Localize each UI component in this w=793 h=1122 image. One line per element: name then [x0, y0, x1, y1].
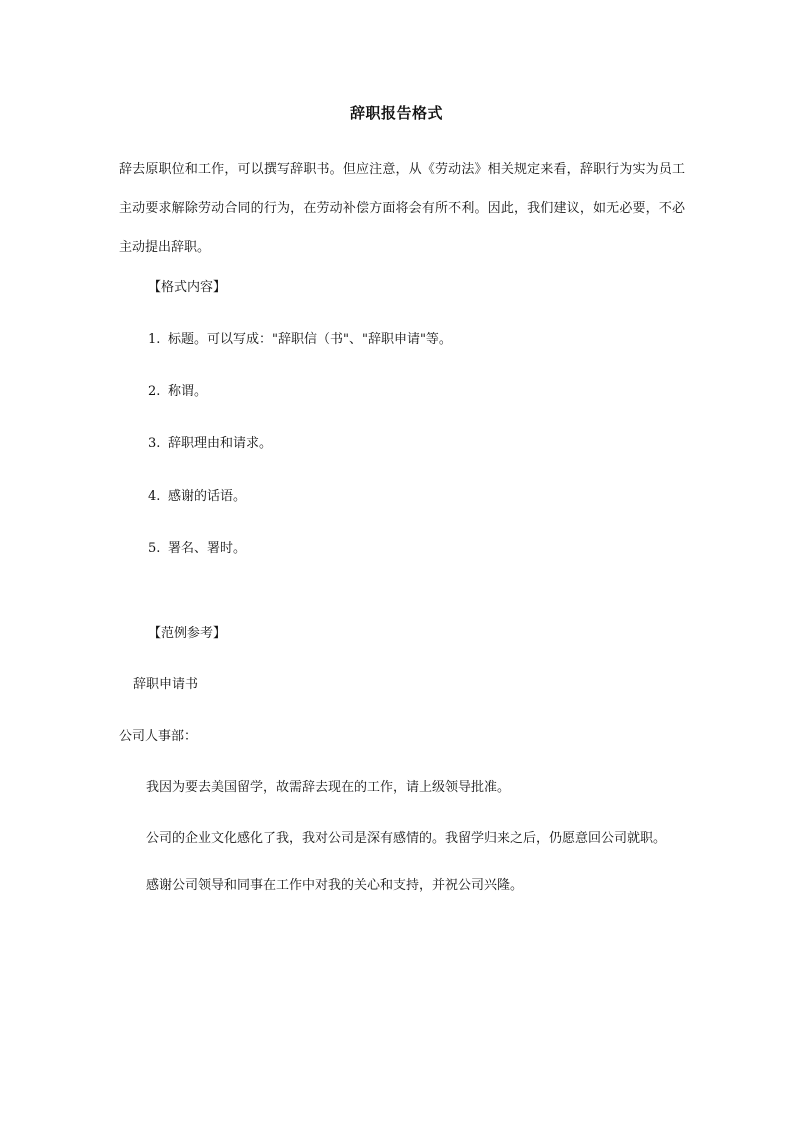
letter-title: 辞职申请书 — [133, 677, 199, 692]
list-item — [148, 328, 452, 347]
letter-paragraph: 公司的企业文化感化了我，我对公司是深有感情的。我留学归来之后，仍愿意回公司就职。 — [146, 831, 667, 846]
list-item-text: 署名、署时。 — [168, 541, 247, 556]
letter-paragraph: 感谢公司领导和同事在工作中对我的关心和支持，并祝公司兴隆。 — [146, 878, 524, 893]
list-item-text: 称谓。 — [168, 384, 208, 399]
list-item-number: 3. — [148, 436, 161, 451]
letter-salutation: 公司人事部： — [119, 729, 198, 744]
list-item-text: 感谢的话语。 — [168, 489, 247, 504]
intro-paragraph: 辞去原职位和工作，可以撰写辞职书。但应注意，从《劳动法》相关规定来看，辞职行为实为员工主动要求解除劳动合同的行为，在劳动补偿方面将会有所不利。因此，我们建议，如无必要，不必主动提出辞职。 — [119, 162, 685, 255]
letter-paragraph: 我因为要去美国留学，故需辞去现在的工作，请上级领导批准。 — [146, 780, 511, 795]
document-title: 辞职报告格式 — [349, 104, 443, 122]
list-item-text: 辞职理由和请求。 — [168, 436, 273, 451]
list-item — [148, 380, 207, 399]
list-item — [148, 537, 246, 556]
format-heading: 【格式内容】 — [148, 280, 227, 295]
list-item-number: 5. — [148, 541, 161, 556]
list-item — [148, 485, 246, 504]
list-item-number: 1. — [148, 332, 161, 347]
list-item — [148, 432, 272, 451]
list-item-number: 4. — [148, 489, 161, 504]
list-item-number: 2. — [148, 384, 161, 399]
example-heading: 【范例参考】 — [148, 626, 227, 641]
list-item-text: 标题。可以写成："辞职信（书"、"辞职申请"等。 — [168, 332, 452, 347]
